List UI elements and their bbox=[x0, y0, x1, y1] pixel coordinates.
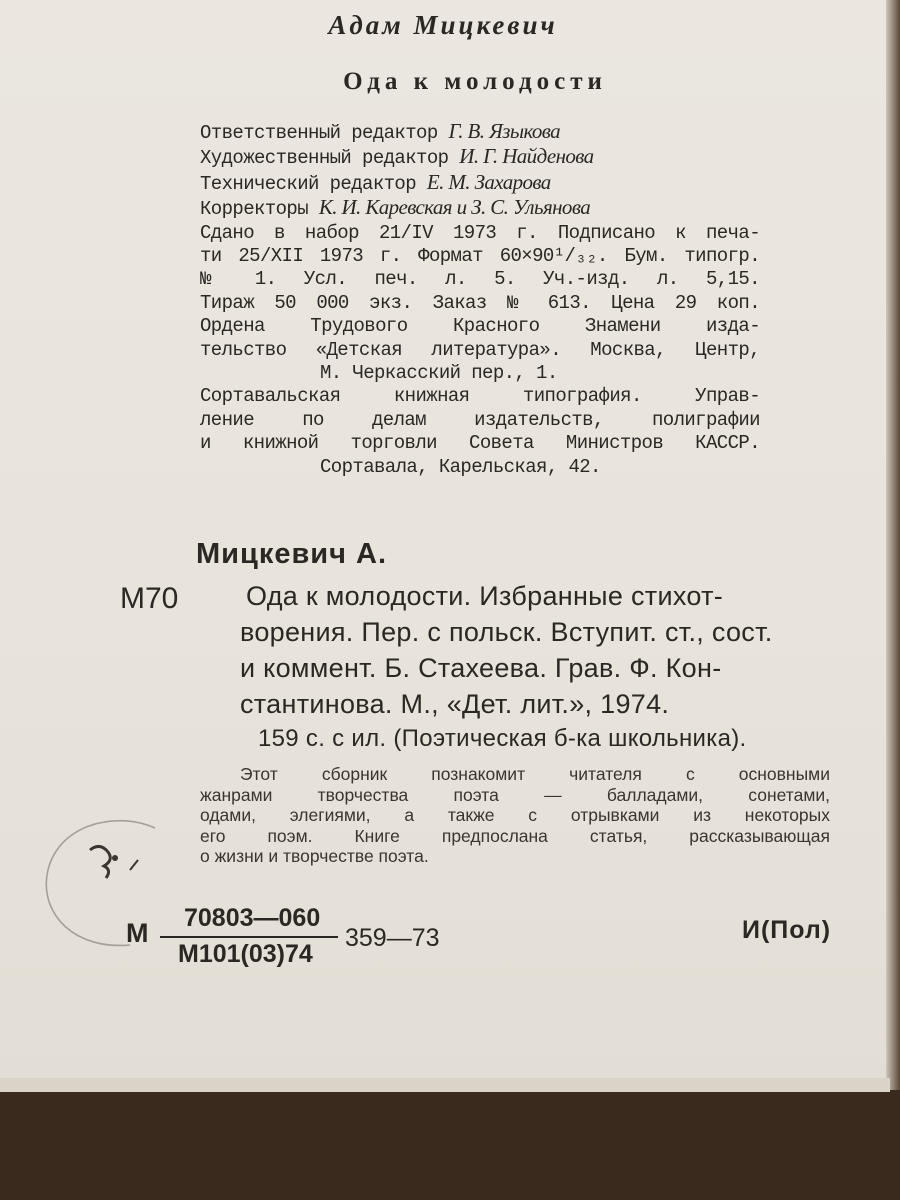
fraction-divider bbox=[160, 936, 338, 938]
annotation-line: одами, элегиями, а также с отрывками из некоторых bbox=[200, 805, 830, 825]
page-bottom-edge bbox=[0, 1078, 890, 1092]
imprint-line: Художественный редактор И. Г. Найденова bbox=[200, 144, 594, 170]
catalog-heading: Мицкевич А. bbox=[196, 538, 388, 570]
annotation-line: жанрами творчества поэта — балладами, сонетами, bbox=[200, 784, 830, 805]
imprint-detail: ти 25/XII 1973 г. Формат 60×90¹/₃₂. Бум. типогр. bbox=[200, 245, 760, 268]
imprint-detail: Сдано в набор 21/IV 1973 г. Подписано к печа- bbox=[200, 221, 760, 244]
catalog-desc-line: Ода к молодости. Избранные стихот- bbox=[246, 581, 724, 611]
catalog-desc-line: и коммент. Б. Стахеева. Грав. Ф. Кон- bbox=[240, 653, 722, 683]
annotation bbox=[200, 764, 830, 867]
index-letter: М bbox=[126, 918, 149, 948]
imprint-detail: Тираж 50 000 экз. Заказ № 613. Цена 29 коп. bbox=[200, 291, 760, 314]
imprint-detail: Сортавала, Карельская, 42. bbox=[320, 455, 601, 478]
author-name: Адам Мицкевич bbox=[328, 10, 558, 40]
catalog-code: М70 bbox=[120, 582, 179, 615]
imprint-block bbox=[200, 120, 760, 479]
catalog-pages: 159 с. с ил. (Поэтическая б-ка школьника). bbox=[258, 725, 747, 752]
catalog-desc-line: ворения. Пер. с польск. Вступит. ст., сост. bbox=[240, 617, 773, 647]
index-numerator: 70803—060 bbox=[184, 904, 321, 932]
imprint-line: Корректоры К. И. Каревская и З. С. Ульянова bbox=[200, 195, 591, 221]
annotation-line: его поэм. Книге предпослана статья, рассказывающая bbox=[200, 825, 830, 846]
annotation-line: Этот сборник познакомит читателя с основными bbox=[240, 764, 830, 784]
catalog-desc-line: стантинова. М., «Дет. лит.», 1974. bbox=[240, 689, 670, 719]
catalog-description bbox=[240, 578, 830, 722]
imprint-line: Ответственный редактор Г. В. Языкова bbox=[200, 119, 561, 144]
imprint-detail: Сортавальская книжная типография. Управ- bbox=[200, 385, 760, 408]
imprint-detail: М. Черкасский пер., 1. bbox=[320, 362, 558, 385]
imprint-detail: № 1. Усл. печ. л. 5. Уч.-изд. л. 5,15. bbox=[200, 268, 760, 291]
imprint-detail: ление по делам издательств, полиграфии bbox=[200, 408, 760, 431]
imprint-detail: и книжной торговли Совета Министров КАССР. bbox=[200, 432, 760, 455]
page-stack-edge bbox=[886, 0, 900, 1090]
index-suffix: 359—73 bbox=[345, 924, 440, 952]
imprint-detail: тельство «Детская литература». Москва, Центр, bbox=[200, 338, 760, 361]
index-denominator: М101(03)74 bbox=[178, 940, 313, 968]
book-title: Ода к молодости bbox=[343, 68, 607, 95]
imprint-line: Технический редактор Е. М. Захарова bbox=[200, 169, 551, 195]
annotation-line: о жизни и творчестве поэта. bbox=[200, 846, 429, 866]
classification-code: И(Пол) bbox=[742, 916, 832, 944]
imprint-detail: Ордена Трудового Красного Знамени изда- bbox=[200, 315, 760, 338]
